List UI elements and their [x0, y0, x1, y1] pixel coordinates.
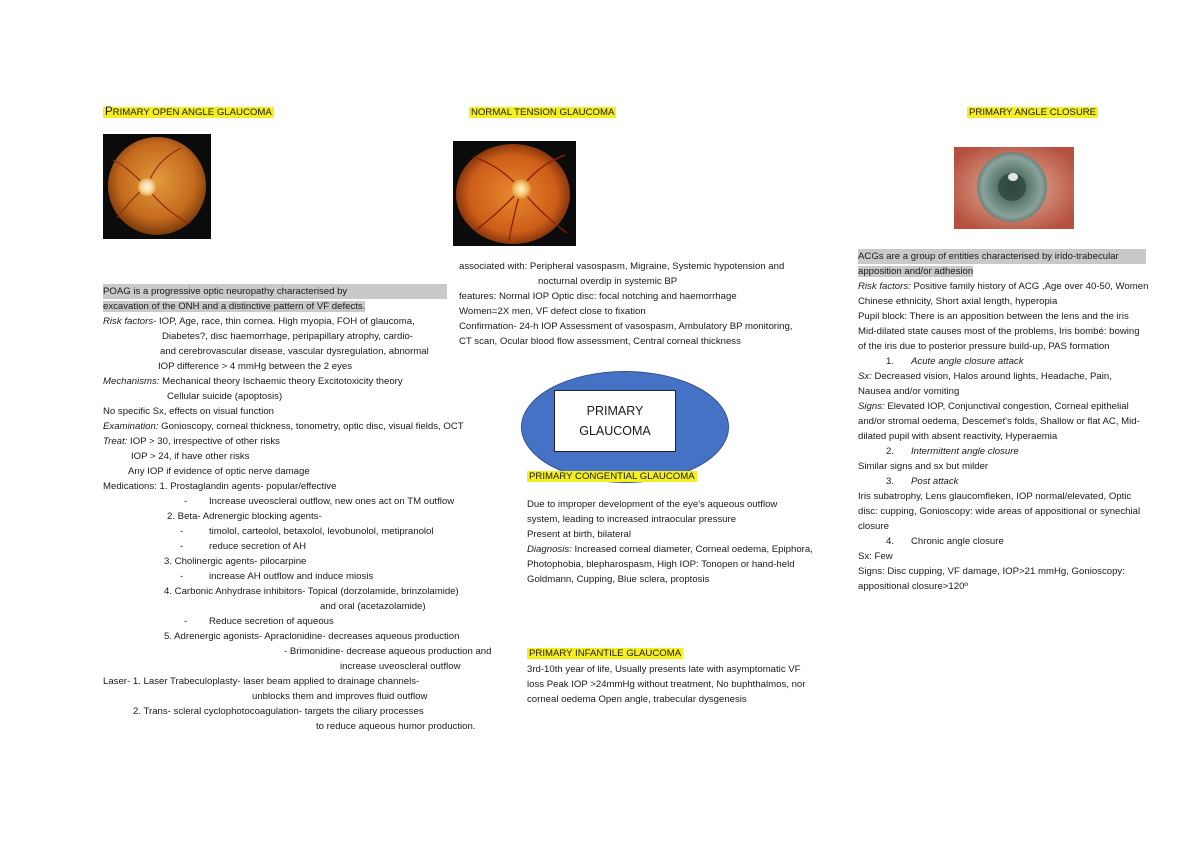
mech-text: Mechanical theory Ischaemic theory Excitotoxicity theory: [159, 376, 403, 387]
congenital-line2: system, leading to increased intraocular pressure: [527, 514, 737, 525]
med4-oral: and oral (acetazolamide): [320, 601, 426, 612]
med2-drugs: timolol, carteolol, betaxolol, levobunolol, metipranolol: [209, 526, 434, 537]
box-line2: GLAUCOMA: [579, 424, 651, 438]
poag-treat: [103, 434, 280, 449]
bullet-dash: -: [180, 526, 184, 537]
med4-effect: Reduce secretion of aqueous: [209, 616, 334, 627]
med5-brimonidine: - Brimonidine- decrease aqueous production and: [284, 646, 492, 657]
ntg-associated-line2: nocturnal overdip in systemic BP: [538, 276, 678, 287]
acute-signs-line3: dilated pupil with absent reactivity, Hyperaemia: [858, 431, 1058, 442]
poag-treat-line2: IOP > 24, if have other risks: [131, 451, 250, 462]
acute-heading: [911, 354, 1024, 369]
poag-no-symptoms: No specific Sx, effects on visual function: [103, 406, 274, 417]
bullet-dash: -: [184, 616, 188, 627]
list-number-3: 3.: [886, 476, 895, 487]
pac-mid-dilated-line2: of the iris due to posterior pressure build-up, PAS formation: [858, 341, 1110, 352]
poag-fundus-image: [103, 134, 211, 239]
poag-definition-line2: [103, 299, 365, 314]
poag-risk-factors: [103, 314, 415, 329]
laser-trabeculoplasty-effect: unblocks them and improves fluid outflow: [252, 691, 428, 702]
sx-text: Decreased vision, Halos around lights, Headache, Pain,: [871, 371, 1112, 382]
ntg-title: [469, 105, 616, 120]
acute-sx-line2: Nausea and/or vomiting: [858, 386, 960, 397]
pac-risk-text: Positive family history of ACG ,Age over 40-50, Women: [910, 281, 1149, 292]
laser-cyclophotocoagulation: 2. Trans- scleral cyclophotocoagulation- targets the ciliary processes: [133, 706, 424, 717]
infantile-line2: loss Peak IOP >24mmHg without treatment, No buphthalmos, nor: [527, 679, 806, 690]
congenital-line3: Present at birth, bilateral: [527, 529, 631, 540]
pac-eye-image: [954, 147, 1074, 229]
poag-medications-intro: Medications: 1. Prostaglandin agents- popular/effective: [103, 481, 337, 492]
list-number-2: 2.: [886, 446, 895, 457]
poag-risk-line4: IOP difference > 4 mmHg between the 2 eyes: [158, 361, 353, 372]
bullet-dash: -: [180, 541, 184, 552]
diagnosis-text: Increased corneal diameter, Corneal oedema, Epiphora,: [571, 544, 813, 555]
intermittent-heading: [911, 444, 1019, 459]
poag-mech-line2: Cellular suicide (apoptosis): [167, 391, 283, 402]
diagnosis-label: Diagnosis:: [527, 544, 572, 555]
poag-title-rest: RIMARY OPEN ANGLE GLAUCOMA: [112, 107, 272, 118]
ntg-fundus-image: [453, 141, 576, 246]
congenital-diagnosis: [527, 542, 813, 557]
signs-text: Elevated IOP, Conjunctival congestion, Corneal epithelial: [884, 401, 1129, 412]
acute-signs-line2: and/or stromal oedema, Descemet's folds, Shallow or flat AC, Mid-: [858, 416, 1140, 427]
congenital-title-text: PRIMARY CONGENTIAL GLAUCOMA: [529, 471, 695, 482]
signs-label: Signs:: [858, 401, 885, 412]
pac-title: [967, 105, 1098, 120]
treat-label: Treat:: [103, 436, 128, 447]
exam-text: Gonioscopy, corneal thickness, tonometry, optic disc, visual fields, OCT: [158, 421, 464, 432]
laser-cyclo-effect: to reduce aqueous humor production.: [316, 721, 476, 732]
pac-definition-line1: [858, 249, 1146, 264]
exam-label: Examination:: [103, 421, 159, 432]
acute-signs: [858, 399, 1129, 414]
poag-definition-line1: [103, 284, 447, 299]
acute-text: Acute angle closure attack: [911, 356, 1024, 367]
chronic-signs-line2: appositional closure>120º: [858, 581, 968, 592]
ntg-women: Women=2X men, VF defect close to fixation: [459, 306, 646, 317]
poag-title-initial: P: [105, 106, 113, 118]
intermittent-similar: Similar signs and sx but milder: [858, 461, 989, 472]
pac-risk-label: Risk factors:: [858, 281, 911, 292]
laser-trabeculoplasty: Laser- 1. Laser Trabeculoplasty- laser beam applied to drainage channels-: [103, 676, 420, 687]
poag-risk-line2: Diabetes?, disc haemorrhage, peripapillary atrophy, cardio-: [162, 331, 413, 342]
post-line2: disc: cupping, Gonioscopy: wide areas of appositional or synechial: [858, 506, 1141, 517]
med1-detail: Increase uveoscleral outflow, new ones act on TM outflow: [209, 496, 455, 507]
congenital-diag-line2: Photophobia, blepharospasm, High IOP: Tonopen or hand-held: [527, 559, 795, 570]
med3-title: 3. Cholinergic agents- pilocarpine: [164, 556, 307, 567]
med3-effect: increase AH outflow and induce miosis: [209, 571, 374, 582]
pac-pupil-block: Pupil block: There is an apposition between the lens and the iris: [858, 311, 1129, 322]
mech-label: Mechanisms:: [103, 376, 160, 387]
med5-title: 5. Adrenergic agonists- Apraclonidine- decreases aqueous production: [164, 631, 460, 642]
infantile-title-text: PRIMARY INFANTILE GLAUCOMA: [529, 648, 682, 659]
pac-risk-factors: [858, 279, 1148, 294]
intermittent-text: Intermittent angle closure: [911, 446, 1019, 457]
post-attack-heading: [911, 474, 958, 489]
med2-effect: reduce secretion of AH: [209, 541, 307, 552]
med2-title: 2. Beta- Adrenergic blocking agents-: [167, 511, 322, 522]
post-line3: closure: [858, 521, 889, 532]
sx-label: Sx:: [858, 371, 872, 382]
bullet-dash: -: [180, 571, 184, 582]
pac-risk-line2: Chinese ethnicity, Short axial length, hyperopia: [858, 296, 1058, 307]
infantile-line1: 3rd-10th year of life, Usually presents late with asymptomatic VF: [527, 664, 801, 675]
poag-treat-line3: Any IOP if evidence of optic nerve damage: [128, 466, 310, 477]
congenital-line1: Due to improper development of the eye's aqueous outflow: [527, 499, 778, 510]
chronic-sx: Sx: Few: [858, 551, 893, 562]
primary-glaucoma-box: [554, 390, 676, 452]
post-text: Post attack: [911, 476, 959, 487]
med5-outflow: increase uveoscleral outflow: [340, 661, 461, 672]
pac-mid-dilated-line1: Mid-dilated state causes most of the problems, Iris bombé: bowing: [858, 326, 1140, 337]
chronic-heading: Chronic angle closure: [911, 536, 1004, 547]
post-line1: Iris subatrophy, Lens glaucomfleken, IOP normal/elevated, Optic: [858, 491, 1132, 502]
chronic-signs-line1: Signs: Disc cupping, VF damage, IOP>21 mmHg, Gonioscopy:: [858, 566, 1125, 577]
box-line1: PRIMARY: [586, 404, 644, 418]
poag-def1: POAG is a progressive optic neuropathy characterised by: [103, 284, 447, 299]
risk-text: IOP, Age, race, thin cornea. High myopia, FOH of glaucoma,: [156, 316, 415, 327]
poag-mechanisms: [103, 374, 403, 389]
risk-label: Risk factors-: [103, 316, 157, 327]
bullet-dash: -: [184, 496, 188, 507]
pac-title-text: PRIMARY ANGLE CLOSURE: [969, 107, 1097, 118]
pac-definition-line2: [858, 264, 973, 279]
poag-examination: [103, 419, 464, 434]
list-number-1: 1.: [886, 356, 895, 367]
treat-text: IOP > 30, irrespective of other risks: [127, 436, 280, 447]
infantile-line3: corneal oedema Open angle, trabecular dysgenesis: [527, 694, 747, 705]
ntg-confirmation-line2: CT scan, Ocular blood flow assessment, Central corneal thickness: [459, 336, 741, 347]
ntg-confirmation-line1: Confirmation- 24-h IOP Assessment of vasospasm, Ambulatory BP monitoring,: [459, 321, 793, 332]
infantile-title: [527, 646, 683, 661]
poag-title: [103, 105, 274, 120]
med4-title: 4. Carbonic Anhydrase inhibitors- Topical (dorzolamide, brinzolamide): [164, 586, 459, 597]
poag-risk-line3: and cerebrovascular disease, vascular dysregulation, abnormal: [160, 346, 429, 357]
pac-def1: ACGs are a group of entities characterised by irido-trabecular: [858, 249, 1146, 264]
pac-def2: apposition and/or adhesion: [858, 266, 974, 277]
acute-sx: [858, 369, 1112, 384]
poag-def2: excavation of the ONH and a distinctive pattern of VF defects.: [103, 301, 366, 312]
ntg-associated-line1: associated with: Peripheral vasospasm, Migraine, Systemic hypotension and: [459, 261, 785, 272]
list-number-4: 4.: [886, 536, 895, 547]
congenital-diag-line3: Goldmann, Cupping, Blue sclera, proptosis: [527, 574, 710, 585]
ntg-title-text: NORMAL TENSION GLAUCOMA: [471, 107, 615, 118]
congenital-title: [527, 469, 697, 484]
ntg-features: features: Normal IOP Optic disc: focal notching and haemorrhage: [459, 291, 737, 302]
